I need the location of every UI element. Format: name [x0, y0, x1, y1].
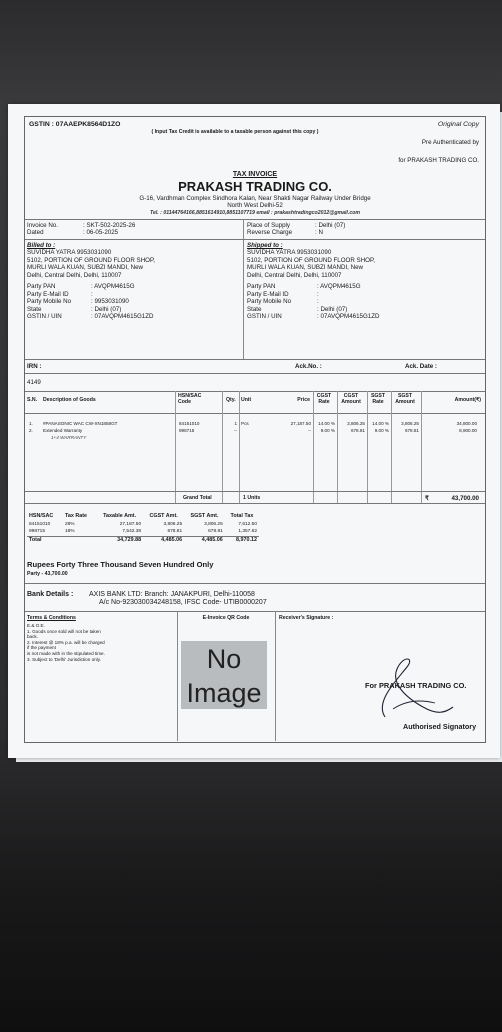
table-header: Tax Rate [64, 513, 88, 519]
table-cell: 3,806.25 [163, 521, 183, 527]
divider [25, 611, 485, 612]
col-unit: Unit [241, 397, 252, 403]
col-sgst-amt: SGST Amount [395, 393, 415, 406]
table-cell: Total [29, 536, 42, 543]
shipped-address [247, 249, 375, 279]
placeholder-text: No [206, 644, 242, 674]
invoice-no-value: : SKT-502-2025-26 [83, 222, 136, 229]
bank-line-2: A/c No-923030034248158, IFSC Code- UTIB0000207 [99, 599, 267, 606]
table-total-row [27, 536, 259, 544]
table-cell: 28% [64, 521, 75, 527]
field-value: : Delhi (07) [317, 305, 348, 313]
col-amount: Amount(₹) [454, 397, 481, 403]
item-hsn: 998715 [179, 428, 195, 433]
table-cell: 4,485.06 [201, 536, 223, 543]
divider [25, 491, 485, 492]
divider [367, 391, 368, 503]
table-cell: 998715 [29, 529, 46, 535]
field-value: : 9953031090 [91, 298, 129, 306]
pos-label: Place of Supply [247, 222, 290, 229]
table-cell: 1,357.62 [238, 529, 257, 535]
billed-address [27, 249, 155, 279]
invoice-no-label: Invoice No. [27, 222, 58, 229]
shipped-title: Shipped to : [247, 242, 283, 249]
item-sgst-amt: 3,806.25 [401, 421, 419, 426]
field-label: Party Mobile No [27, 298, 72, 306]
item-sgst-amt: 678.81 [404, 428, 419, 433]
address-line: SUVIDHA YATRA 9953031090 [27, 249, 112, 256]
divider [337, 391, 338, 503]
table-header: Total Tax [230, 513, 254, 519]
table-cell: 7,542.38 [122, 529, 142, 535]
table-cell: 4,485.06 [161, 536, 183, 543]
rc-label: Reverse Charge [247, 229, 293, 236]
table-cell: 3,806.25 [204, 521, 223, 527]
ack-no-label: Ack.No. : [295, 363, 322, 370]
billed-fields [27, 283, 237, 321]
item-desc: #PANASONIC WAC CW-XN1858GT [43, 421, 118, 426]
field-label: Party Mobile No [247, 298, 292, 306]
einvoice-title: E-Invoice QR Code [202, 615, 250, 621]
bank-label: Bank Details : [27, 591, 74, 598]
divider [243, 219, 244, 359]
invoice-paper [8, 104, 500, 758]
field-value: : 07AVQPM4615G1ZD [91, 313, 154, 321]
col-hsn: HSN/SAC Code [178, 393, 202, 406]
qr-code-placeholder [181, 641, 267, 709]
contact-line: Tel. : 01144764166,8851614910,8851107719 email : prakashtradingco2012@gmail.com [149, 210, 360, 216]
table-header: Taxable Amt. [103, 513, 137, 519]
irn-label: IRN : [27, 363, 42, 370]
item-qty: -- [233, 428, 237, 433]
field-value: : AVQPM4615G [317, 283, 361, 290]
bank-line-1: AXIS BANK LTD: Branch: JANAKPURI, Delhi-110058 [89, 591, 255, 598]
item-sn: 1. [29, 421, 33, 426]
table-cell: 84151010 [29, 521, 51, 527]
grand-total-units: 1 Units [243, 495, 261, 501]
address-line-1: G-16, Vardhman Complex Sindhora Kalan, Near Shakti Nagar Railway Under Bridge [139, 195, 371, 202]
table-header: CGST Amt. [149, 513, 178, 519]
address-line: Delhi, Central Delhi, Delhi, 110007 [27, 271, 122, 279]
divider [25, 413, 485, 414]
table-cell: 8,970.12 [236, 536, 257, 543]
tax-summary-table [27, 513, 259, 544]
divider [175, 391, 176, 503]
itc-note: ( Input Tax Credit is available to a taxable person against this copy ) [151, 129, 319, 135]
dated-value: : 06-05-2025 [83, 229, 119, 236]
table-cell: 678.81 [167, 529, 183, 535]
address-line: MURLI WALA KUAN, SUBZI MANDI, New [27, 264, 143, 272]
terms-line: 1. Goods once sold will not be taken [27, 628, 101, 634]
field-value: : 07AVQPM4615G1ZD [317, 313, 380, 321]
terms-line: 3. Subject to 'Delhi' Jurisdiction only. [27, 656, 101, 662]
field-label: Party PAN [247, 283, 276, 290]
field-value: : [91, 290, 93, 298]
gstin: GSTIN : 07AAEPK8564D1ZO [29, 121, 121, 128]
item-unit: Pcs [241, 421, 249, 426]
pos-value: : Delhi (07) [315, 222, 346, 229]
field-value: : AVQPM4615G [91, 283, 135, 290]
divider [25, 503, 485, 504]
invoice-document [24, 116, 486, 743]
field-label: Party E-Mail ID [247, 290, 289, 298]
field-label: Party E-Mail ID [27, 290, 69, 298]
item-hsn: 84151010 [179, 421, 200, 426]
rc-value: : N [315, 229, 323, 236]
terms-line: E.& O.E. [27, 623, 45, 628]
divider [421, 391, 422, 503]
authorised-signatory: Authorised Signatory [403, 722, 477, 731]
terms-title: Terms & Conditions [27, 615, 76, 621]
table-cell: 678.81 [208, 529, 223, 535]
terms-line: 2. Interest @ 18% p.a. will be charged [27, 639, 105, 645]
item-cgst-rate: 9.00 % [320, 428, 335, 433]
item-amount: 34,800.00 [456, 421, 477, 426]
table-cell: 27,187.50 [119, 521, 142, 527]
divider [25, 219, 485, 220]
table-cell [63, 536, 96, 544]
field-label: State [27, 305, 42, 313]
table-header-row [27, 513, 259, 521]
irn-code: 4149 [27, 379, 41, 386]
field-label: GSTIN / UIN [27, 313, 62, 321]
shipped-fields [247, 283, 467, 321]
address-line: 5102, PORTION OF GROUND FLOOR SHOP, [247, 256, 376, 264]
for-company-signature: For PRAKASH TRADING CO. [365, 681, 467, 690]
item-cgst-rate: 14.00 % [318, 421, 335, 426]
for-company-top: for PRAKASH TRADING CO. [398, 157, 479, 164]
divider [275, 611, 276, 741]
table-header: HSN/SAC [29, 513, 54, 519]
col-sgst-rate: SGST Rate [370, 393, 386, 406]
table-cell: 18% [64, 529, 75, 535]
field-value: : Delhi (07) [91, 305, 122, 313]
address-line: SUVIDHA YATRA 9953031090 [247, 249, 332, 256]
address-line: Delhi, Central Delhi, Delhi, 110007 [247, 271, 342, 279]
divider [391, 391, 392, 503]
address-line: MURLI WALA KUAN, SUBZI MANDI, New [247, 264, 363, 272]
address-line-2: North West Delhi-52 [227, 202, 283, 209]
grand-total-amount: 43,700.00 [451, 495, 479, 502]
table-header: SGST Amt. [190, 513, 219, 519]
address-line: 5102, PORTION OF GROUND FLOOR SHOP, [27, 256, 156, 264]
item-price: 27,187.50 [290, 421, 311, 426]
field-value: : [317, 290, 319, 298]
placeholder-text: Image [186, 678, 262, 708]
item-price: -- [307, 428, 311, 433]
col-sn: S.N. [27, 397, 38, 403]
divider [222, 391, 223, 503]
company-name: PRAKASH TRADING CO. [178, 179, 332, 194]
col-cgst-rate: CGST Rate [316, 393, 332, 406]
col-price: Price [297, 397, 310, 403]
divider [313, 391, 314, 503]
item-sgst-rate: 9.00 % [374, 428, 389, 433]
billed-title: Billed to : [27, 242, 56, 249]
currency-symbol: ₹ [425, 495, 429, 502]
item-cgst-amt: 3,806.25 [347, 421, 365, 426]
table-row [27, 528, 259, 536]
terms-line: is not made with in the stipulated time. [27, 650, 105, 656]
item-note: 1+4 WARRANTY [51, 435, 87, 440]
divider [25, 239, 485, 240]
grand-total-label: Grand Total [183, 495, 212, 501]
copy-label: Original Copy [437, 121, 479, 128]
divider [239, 391, 240, 503]
field-label: Party PAN [27, 283, 56, 290]
item-qty: 1 [234, 421, 237, 426]
item-sn: 2. [29, 428, 33, 433]
item-desc: Extended Warranty [43, 428, 83, 433]
divider [25, 583, 485, 584]
divider [25, 373, 485, 374]
col-qty: Qty. [226, 397, 236, 403]
divider [25, 391, 485, 392]
receiver-signature-label: Receiver's Signature : [279, 615, 334, 621]
divider [177, 611, 178, 741]
item-sgst-rate: 14.00 % [372, 421, 389, 426]
terms-list [27, 623, 175, 662]
terms-line: back. [27, 634, 38, 640]
party-balance: Party - 43,700.00 [27, 571, 68, 577]
field-label: State [247, 305, 262, 313]
item-cgst-amt: 678.81 [350, 428, 365, 433]
table-cell: 7,612.50 [238, 521, 257, 527]
divider [25, 359, 485, 360]
dated-label: Dated [27, 229, 44, 236]
amount-in-words: Rupees Forty Three Thousand Seven Hundred Only [27, 560, 214, 569]
col-cgst-amt: CGST Amount [341, 393, 361, 406]
table-row [27, 521, 259, 529]
pre-authenticated: Pre Authenticated by [421, 139, 479, 146]
col-desc: Description of Goods [43, 397, 96, 403]
field-label: GSTIN / UIN [247, 313, 282, 321]
item-amount: 8,900.00 [459, 428, 477, 433]
field-value: : [317, 298, 319, 306]
terms-line: if the payment [27, 645, 56, 651]
table-cell: 34,729.88 [117, 536, 142, 543]
doc-type: TAX INVOICE [232, 171, 278, 178]
ack-date-label: Ack. Date : [405, 363, 437, 370]
